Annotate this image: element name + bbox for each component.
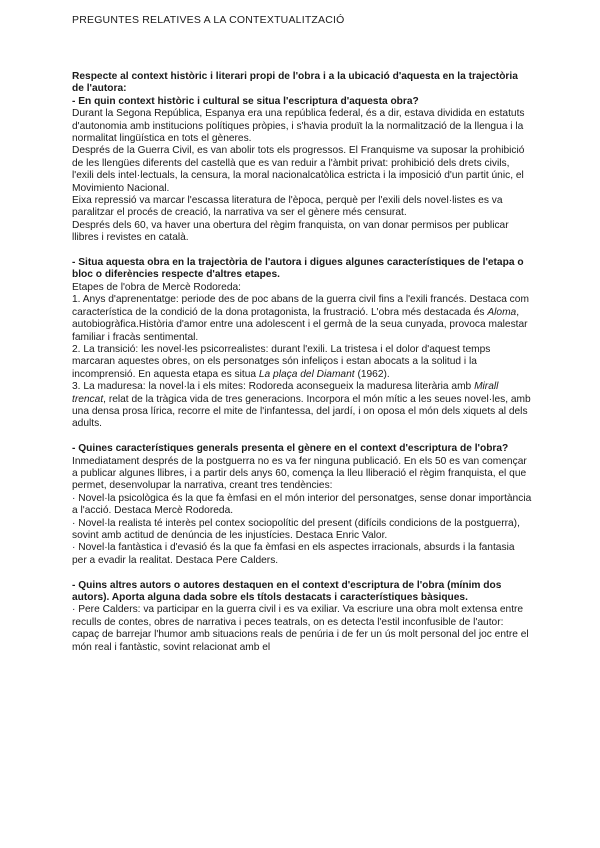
answer-3-paragraph-1: Inmediatament després de la postguerra no es va fer ninguna publicació. En els 50 es van començar a publicar algunes llibres, i a partir dels anys 60, comença la lleu lliberació el règim franquista, el que permet, desenvolupar la narrativa, creant tres tendències: — [72, 455, 527, 492]
answer-2-stage-2: 2. La transició: les novel·les psicorrealistes: durant l'exili. La tristesa i el dolor d'aquest temps marcaran aquestes obres, on els personatges són infeliços i estan abocats a la solitud i la incomprensió. En aquesta etapa es situa La plaça del Diamant (1962). — [72, 343, 491, 380]
answer-3-item-1: · Novel·la psicològica és la que fa èmfasi en el món interior del personatges, sense donar importància a l'acció. Destaca Mercè Rodoreda. — [72, 492, 532, 517]
answer-2-stage-3: 3. La maduresa: la novel·la i els mites: Rodoreda aconsegueix la maduresa literària amb Mirall trencat, relat de la tràgica vida de tres generacions. Incorpora el món mític a les seues novel·les, amb una densa prosa lírica, recorre el mite de l'infantessa, del jardí, i on oposa el món dels xiquets al dels adults. — [72, 381, 531, 430]
question-3: - Quines característiques generals presenta el gènere en el context d'escriptura de l'obra? — [72, 443, 509, 455]
document-body — [72, 71, 532, 654]
question-2: - Situa aquesta obra en la trajectòria de l'autora i digues algunes característiques de l'etapa o bloc o diferències respecte d'altres etapes. — [72, 257, 524, 281]
book-title-la-placa: La plaça del Diamant — [258, 368, 355, 380]
question-4: - Quins altres autors o autores destaquen en el context d'escriptura de l'obra (mínim dos autors). Aporta alguna dada sobre els títols destacats i característiques bàsiques. — [72, 579, 502, 604]
answer-1-paragraph-1: Durant la Segona República, Espanya era una república federal, és a dir, estava dividida en estatuts d'autonomia amb institucions polítiques pròpies, i s'havia produït la la normalització de la llengua i la normalitat lingüística en tots el gèneres. — [72, 108, 525, 145]
question-1: - En quin context històric i cultural se situa l'escriptura d'aquesta obra? — [72, 95, 419, 107]
book-title-aloma: Aloma — [487, 306, 517, 318]
answer-3-item-3: · Novel·la fantàstica i d'evasió és la que fa èmfasi en els aspectes irracionals, absurds i la fantasia per a evadir la realitat. Destaca Pere Calders. — [72, 542, 515, 566]
answer-2-stages-title: Etapes de l'obra de Mercè Rodoreda: — [72, 281, 242, 293]
intro-heading: Respecte al context històric i literari propi de l'obra i a la ubicació d'aquesta en la trajectòria de l'autora: — [72, 71, 518, 95]
answer-1-paragraph-2: Després de la Guerra Civil, es van abolir tots els progressos. El Franquisme va suposar la prohibició de les llengües diferents del castellà que es van reduir a l'àmbit privat: prohibició dels drets civils, l'exili dels intel·lectuals, la censura, la moral nacionalcatòlica estricta i la imposició d'un partit únic, el Movimiento Nacional. — [72, 145, 525, 194]
book-title-mirall-trencat: Mirall trencat — [72, 381, 499, 405]
page-header: PREGUNTES RELATIVES A LA CONTEXTUALITZACIÓ — [72, 14, 345, 26]
answer-4-paragraph-1: · Pere Calders: va participar en la guerra civil i es va exiliar. Va escriure una obra molt extensa entre reculls de contes, obres de narrativa i peces teatrals, on es detecta l'estil inconfusible de l'autor: capaç de barrejar l'humor amb situacions reals de penúria i de fer un ús molt personal del joc entre el món real i fantàstic, sovint relacionat amb el — [72, 604, 529, 653]
answer-1-paragraph-3: Eixa repressió va marcar l'escassa literatura de l'època, perquè per l'exili dels novel·listes es va paralitzar el procés de creació, la narrativa va ser el gènere més censurat. — [72, 195, 503, 219]
answer-2-stage-1: 1. Anys d'aprenentatge: periode des de poc abans de la guerra civil fins a l'exili francés. Destaca com característica de la condició de la dona protagonista, la frustració. L'obra més destacada és Aloma, autobiogràfica.Història d'amor entre una adolescent i el germà de la seua cunyada, provoca malestar familiar i fracàs sentimental. — [72, 294, 529, 343]
answer-1-paragraph-4: Després dels 60, va haver una obertura del règim franquista, on van donar permisos per publicar llibres i revistes en català. — [72, 219, 509, 244]
answer-3-item-2: · Novel·la realista té interès pel contex sociopolític del present (difícils condicions de la postguerra), sovint amb actitud de denúncia de les injustícies. Destaca Enric Valor. — [72, 517, 520, 541]
